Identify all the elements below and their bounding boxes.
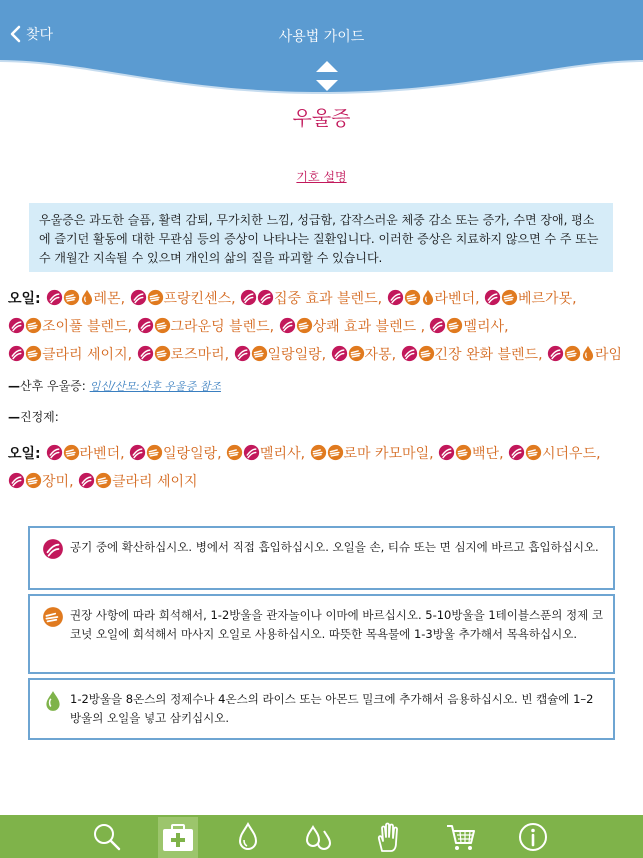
main-oil-item[interactable]	[240, 291, 378, 307]
back-button-label: 찾다	[26, 27, 54, 43]
postpartum-link[interactable]: 임신/산모:산후 우울증 참조	[89, 380, 221, 393]
main-oils-list: 오일: 레몬, 프랑킨센스, 집중 효과 블렌드, 라벤더, 베르가못, 조이풀 블렌드, 그라운딩 블렌드, 상쾌 효과 블렌드 , 멜리사, 클라리 세이지, 로즈마리, 일랑일랑, 자몽, 긴장 완화 블렌드, 라임	[8, 287, 633, 371]
topical-icon	[95, 472, 112, 498]
topical-icon	[25, 345, 42, 371]
internal-icon	[80, 289, 94, 315]
postpartum-label: 산후 우울증:	[20, 379, 86, 393]
first-aid-icon	[158, 817, 198, 858]
topical-icon	[25, 472, 42, 498]
expand-collapse-icon[interactable]	[313, 58, 341, 94]
sedative-oil-name: 백단	[472, 446, 500, 462]
aromatic-icon	[547, 345, 564, 371]
topical-icon	[525, 444, 542, 470]
sedative-oil-name: 멜리사	[260, 446, 301, 462]
sedative-oil-item[interactable]	[129, 446, 217, 462]
aromatic-icon	[8, 345, 25, 371]
main-oil-item[interactable]	[279, 319, 421, 335]
sedative-oil-item[interactable]	[310, 446, 430, 462]
aromatic-icon	[234, 345, 251, 371]
main-oil-name: 베르가못	[518, 291, 573, 307]
aromatic-icon	[438, 444, 455, 470]
method-aromatic-text: 공기 중에 확산하십시오. 병에서 직접 흡입하십시오. 오일을 손, 티슈 또는 면 심지에 바르고 흡입하십시오.	[70, 540, 599, 554]
aromatic-icon	[240, 289, 257, 315]
sedative-oil-name: 장미	[42, 474, 70, 490]
topical-icon	[296, 317, 313, 343]
topical-icon	[146, 444, 163, 470]
method-topical-text: 권장 사항에 따라 희석해서, 1-2방울을 관자놀이나 이마에 바르십시오. 5-10방울을 1테이블스푼의 정제 코코넛 오일에 희석해서 마사지 오일로 사용하십시오. 따뜻한 목욕물에 1-3방울 추가해서 목욕하십시오.	[70, 608, 603, 641]
info-icon[interactable]	[517, 821, 549, 853]
symbol-legend-link[interactable]: 기호 설명	[296, 170, 347, 184]
main-oil-name: 그라운딩 블렌드	[170, 319, 270, 335]
first-aid-tab[interactable]	[158, 817, 198, 858]
description-box: 우울증은 과도한 슬픔, 활력 감퇴, 무가치한 느낌, 성급함, 갑작스러운 체중 감소 또는 증가, 수면 장애, 평소에 즐기던 활동에 대한 무관심 등의 증상이 나타나는 질환입니다. 이러한 증상은 치료하지 않으면 수 주 또는 수 개월간 지속될 수 있으며 개인의 삶의 질을 파괴할 수 있습니다.	[29, 203, 613, 272]
main-oil-name: 라임	[595, 347, 623, 363]
topical-icon	[564, 345, 581, 371]
sedative-oil-name: 로마 카모마일	[343, 446, 430, 462]
topical-icon	[154, 345, 171, 371]
postpartum-line: —산후 우울증: 임신/산모:산후 우울증 참조	[8, 379, 221, 393]
sedative-oil-name: 시더우드	[542, 446, 597, 462]
topical-icon	[501, 289, 518, 315]
sedative-oil-name: 라벤더	[79, 446, 121, 462]
main-oil-name: 상쾌 효과 블렌드	[312, 319, 421, 335]
main-oil-name: 프랑킨센스	[163, 291, 232, 307]
method-topical-box	[28, 594, 615, 674]
main-oil-name: 일랑일랑	[267, 347, 322, 363]
main-oil-item[interactable]	[331, 347, 392, 363]
aromatic-icon	[8, 472, 25, 498]
aromatic-icon	[387, 289, 404, 315]
single-drop-icon[interactable]	[232, 821, 264, 853]
aromatic-icon	[137, 317, 154, 343]
main-label: 오일:	[8, 291, 46, 307]
sedative-oil-item[interactable]	[438, 446, 499, 462]
main-oil-item[interactable]	[484, 291, 572, 307]
topical-icon	[418, 345, 435, 371]
sedative-oil-item[interactable]	[508, 446, 596, 462]
internal-icon	[421, 289, 435, 315]
aromatic-icon	[137, 345, 154, 371]
hand-icon[interactable]	[373, 821, 405, 853]
method-aromatic-box	[28, 526, 615, 590]
topical-icon	[251, 345, 268, 371]
sedative-oil-name: 일랑일랑	[163, 446, 218, 462]
method-internal-text: 1-2방울을 8온스의 정제수나 4온스의 라이스 또는 아몬드 밀크에 추가해서 음용하십시오. 빈 캡슐에 1–2방울의 오일을 넣고 삼키십시오.	[70, 692, 594, 725]
aromatic-icon	[279, 317, 296, 343]
topical-icon	[25, 317, 42, 343]
main-oil-item[interactable]	[130, 291, 232, 307]
topical-icon	[63, 444, 80, 470]
aromatic-icon	[257, 289, 274, 315]
aromatic-icon	[243, 444, 260, 470]
main-oil-name: 레몬	[93, 291, 121, 307]
main-oil-item[interactable]	[8, 319, 128, 335]
method-internal-box	[28, 678, 615, 740]
main-oil-name: 클라리 세이지	[42, 347, 128, 363]
bottom-tab-bar	[0, 815, 643, 858]
topical-icon	[327, 444, 344, 470]
aromatic-icon	[508, 444, 525, 470]
aromatic-icon	[129, 444, 146, 470]
aromatic-icon	[46, 444, 63, 470]
double-drop-icon[interactable]	[302, 821, 334, 853]
search-icon[interactable]	[91, 821, 123, 853]
topical-icon	[446, 317, 463, 343]
topical-icon	[404, 289, 421, 315]
main-oil-name: 멜리사	[463, 319, 505, 335]
topical-icon	[154, 317, 171, 343]
cart-icon[interactable]	[445, 821, 477, 853]
aromatic-icon	[331, 345, 348, 371]
main-oil-item[interactable]	[401, 347, 539, 363]
main-oil-name: 조이풀 블렌드	[42, 319, 128, 335]
sedative-label: 오일:	[8, 446, 46, 462]
navigation-bar	[0, 0, 643, 54]
main-oil-item[interactable]	[429, 319, 504, 335]
internal-icon	[581, 345, 595, 371]
nav-title: 사용법 가이드	[278, 29, 365, 45]
sedative-oils-list: 오일: 라벤더, 일랑일랑, 멜리사, 로마 카모마일, 백단, 시더우드, 장미, 클라리 세이지	[8, 442, 633, 498]
topical-icon	[147, 289, 164, 315]
main-oil-name: 라벤더	[434, 291, 476, 307]
main-oil-item[interactable]	[547, 347, 622, 363]
sedative-oil-item[interactable]	[226, 446, 301, 462]
main-oil-item[interactable]	[46, 291, 121, 307]
topical-icon	[348, 345, 365, 371]
aromatic-icon	[484, 289, 501, 315]
aromatic-icon	[429, 317, 446, 343]
sedative-oil-item[interactable]	[46, 446, 121, 462]
page-title: 우울증	[292, 106, 351, 130]
topical-icon	[63, 289, 80, 315]
topical-icon	[455, 444, 472, 470]
sedative-line: —진정제:	[8, 410, 59, 424]
sedative-oil-name: 클라리 세이지	[111, 474, 198, 490]
internal-icon	[42, 690, 64, 718]
main-oil-name: 로즈마리	[170, 347, 225, 363]
main-oil-item[interactable]	[137, 347, 225, 363]
aromatic-icon	[130, 289, 147, 315]
aromatic-icon	[78, 472, 95, 498]
main-oil-name: 긴장 완화 블렌드	[434, 347, 539, 363]
main-oil-name: 자몽	[364, 347, 392, 363]
aromatic-icon	[401, 345, 418, 371]
main-oil-item[interactable]	[387, 291, 476, 307]
sedative-label: 진정제:	[20, 410, 59, 424]
topical-icon	[42, 606, 64, 634]
topical-icon	[310, 444, 327, 470]
sedative-oil-item[interactable]	[8, 474, 69, 490]
main-oil-item[interactable]	[234, 347, 322, 363]
main-oil-item[interactable]	[8, 347, 128, 363]
main-oil-name: 집중 효과 블렌드	[274, 291, 378, 307]
aromatic-icon	[46, 289, 63, 315]
aromatic-icon	[42, 538, 64, 566]
main-oil-item[interactable]	[137, 319, 270, 335]
aromatic-icon	[8, 317, 25, 343]
topical-icon	[226, 444, 243, 470]
sedative-oil-item[interactable]	[78, 474, 198, 490]
